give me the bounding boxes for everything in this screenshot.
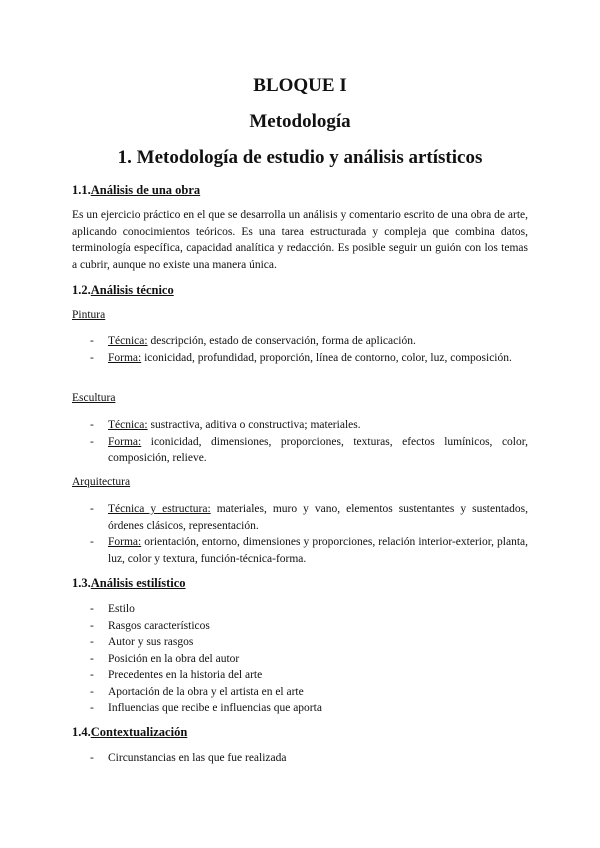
list-dash: - (90, 503, 94, 515)
item-text: Posición en la obra del autor (108, 652, 240, 665)
list-item (72, 634, 528, 651)
section-title: Contextualización (90, 725, 188, 739)
item-term: Forma: (108, 351, 142, 364)
list-dash: - (90, 419, 94, 431)
subheading-arquitectura: Arquitectura (72, 476, 131, 488)
section-number: 1.3. (72, 576, 91, 590)
chapter-title: 1. Metodología de estudio y análisis artísticos (117, 147, 483, 168)
list-item (72, 618, 528, 635)
list-dash: - (90, 652, 94, 665)
contextualizacion-list (72, 750, 528, 767)
item-text: Precedentes en la historia del arte (108, 669, 263, 681)
estilistico-list (72, 601, 528, 717)
item-text: Rasgos característicos (108, 619, 210, 632)
item-text: descripción, estado de conservación, forma de aplicación. (147, 335, 416, 347)
subheading-pintura: Pintura (72, 309, 106, 321)
list-item (72, 501, 528, 534)
item-term: Forma: (108, 435, 142, 448)
section-heading-1-4 (72, 725, 187, 740)
list-dash: - (90, 752, 94, 764)
list-dash: - (90, 685, 94, 698)
item-term: Forma: (108, 536, 142, 548)
section-number: 1.4. (72, 725, 91, 739)
item-text: materiales, muro y vano, elementos sustentantes y sustentados, órdenes clásicos, representación. (108, 503, 529, 532)
item-text: Autor y sus rasgos (108, 636, 194, 648)
list-item (72, 534, 528, 567)
item-text: orientación, entorno, dimensiones y proporciones, relación interior-exterior, planta, luz, color y textura, función-técnica-forma. (108, 536, 528, 565)
list-item (72, 434, 528, 467)
block-title: BLOQUE I (253, 75, 347, 96)
item-text: iconicidad, profundidad, proporción, línea de contorno, color, luz, composición. (141, 351, 512, 364)
item-text: Aportación de la obra y el artista en el arte (108, 685, 304, 698)
section-title: Análisis técnico (90, 283, 174, 297)
section-heading-1-3 (72, 576, 186, 591)
item-term: Técnica y estructura: (108, 503, 211, 515)
list-item (72, 684, 528, 701)
list-item (72, 333, 528, 350)
list-dash: - (90, 536, 94, 548)
list-dash: - (90, 351, 94, 364)
list-dash: - (90, 619, 94, 632)
list-item (72, 750, 528, 767)
pintura-list (72, 333, 528, 366)
arquitectura-list (72, 501, 528, 567)
section-heading-1-2 (72, 283, 174, 298)
list-dash: - (90, 603, 94, 615)
list-item (72, 601, 528, 618)
list-dash: - (90, 435, 94, 448)
section-heading-1-1 (72, 183, 200, 198)
section-number: 1.2. (72, 283, 91, 297)
item-text: sustractiva, aditiva o constructiva; materiales. (147, 419, 361, 431)
list-dash: - (90, 335, 94, 347)
item-text: Estilo (108, 603, 135, 615)
item-text: iconicidad, dimensiones, proporciones, texturas, efectos lumínicos, color, composición, relieve. (108, 435, 528, 464)
subject-title: Metodología (249, 111, 351, 132)
list-item (72, 667, 528, 684)
list-dash: - (90, 636, 94, 648)
list-dash: - (90, 669, 94, 681)
list-item (72, 350, 528, 367)
subheading-escultura: Escultura (72, 392, 116, 404)
list-item (72, 700, 528, 717)
item-text: Circunstancias en las que fue realizada (108, 752, 287, 764)
section-1-1-body: Es un ejercicio práctico en el que se desarrolla un análisis y comentario escrito de una obra de arte, aplicando conocimientos teóricos. Es una tarea estructurada y compleja que combina datos, terminología específica, capacidad analítica y redacción. Es posible seguir un guión con los temas a cubrir, aunque no existe una manera única. (72, 209, 528, 271)
list-dash: - (90, 702, 94, 714)
list-item (72, 651, 528, 668)
item-text: Influencias que recibe e influencias que aporta (108, 702, 322, 714)
section-number: 1.1. (72, 183, 91, 197)
section-title: Análisis estilístico (90, 576, 186, 590)
item-term: Técnica: (108, 419, 148, 431)
item-term: Técnica: (108, 335, 148, 347)
section-title: Análisis de una obra (90, 183, 201, 197)
list-item (72, 417, 528, 434)
escultura-list (72, 417, 528, 467)
